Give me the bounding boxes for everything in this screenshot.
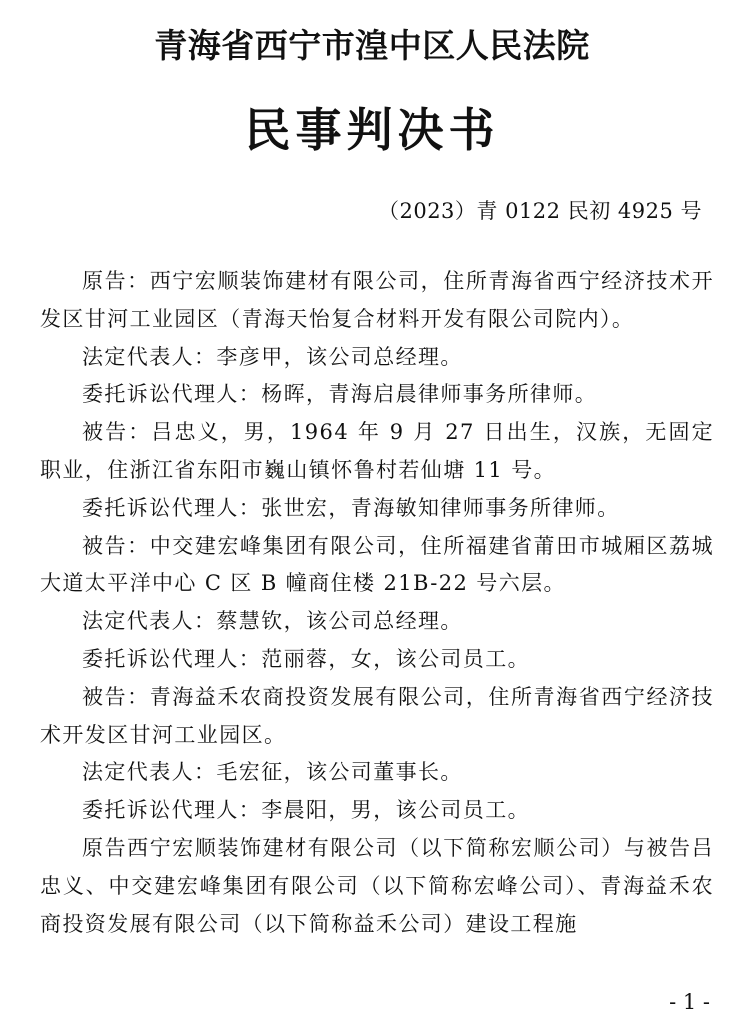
case-summary-paragraph: 原告西宁宏顺装饰建材有限公司（以下简称宏顺公司）与被告吕忠义、中交建宏峰集团有限公司（以下简称宏峰公司）、青海益禾农商投资发展有限公司（以下简称益禾公司）建设工程施 (40, 835, 714, 936)
document-type-heading: 民事判决书 (244, 103, 500, 157)
defendant-1-paragraph: 被告：吕忠义，男，1964 年 9 月 27 日出生，汉族，无固定职业，住浙江省东阳市巍山镇怀鲁村若仙塘 11 号。 (40, 420, 714, 482)
defendant-3-paragraph: 被告：青海益禾农商投资发展有限公司，住所青海省西宁经济技术开发区甘河工业园区。 (40, 684, 714, 747)
plaintiff-paragraph: 原告：西宁宏顺装饰建材有限公司，住所青海省西宁经济技术开发区甘河工业园区（青海天怡复合材料开发有限公司院内）。 (40, 269, 714, 331)
defendant-3-legal-representative: 法定代表人：毛宏征，该公司董事长。 (82, 760, 463, 785)
case-number: （2023）青 0122 民初 4925 号 (377, 199, 702, 223)
defendant-2-agent: 委托诉讼代理人：范丽蓉，女，该公司员工。 (82, 646, 530, 671)
page-number: - 1 - (669, 990, 710, 1014)
plaintiff-legal-representative: 法定代表人：李彦甲，该公司总经理。 (82, 344, 463, 369)
defendant-1-agent: 委托诉讼代理人：张世宏，青海敏知律师事务所律师。 (82, 495, 620, 520)
defendant-2-paragraph: 被告：中交建宏峰集团有限公司，住所福建省莆田市城厢区荔城大道太平洋中心 C 区 B 幢商住楼 21B-22 号六层。 (40, 533, 714, 596)
defendant-2-legal-representative: 法定代表人：蔡慧钦，该公司总经理。 (82, 609, 463, 634)
judgment-body (40, 263, 714, 943)
court-name-heading: 青海省西宁市湟中区人民法院 (154, 26, 590, 65)
defendant-3-agent: 委托诉讼代理人：李晨阳，男，该公司员工。 (82, 798, 530, 823)
plaintiff-agent: 委托诉讼代理人：杨晖，青海启晨律师事务所律师。 (82, 382, 598, 407)
